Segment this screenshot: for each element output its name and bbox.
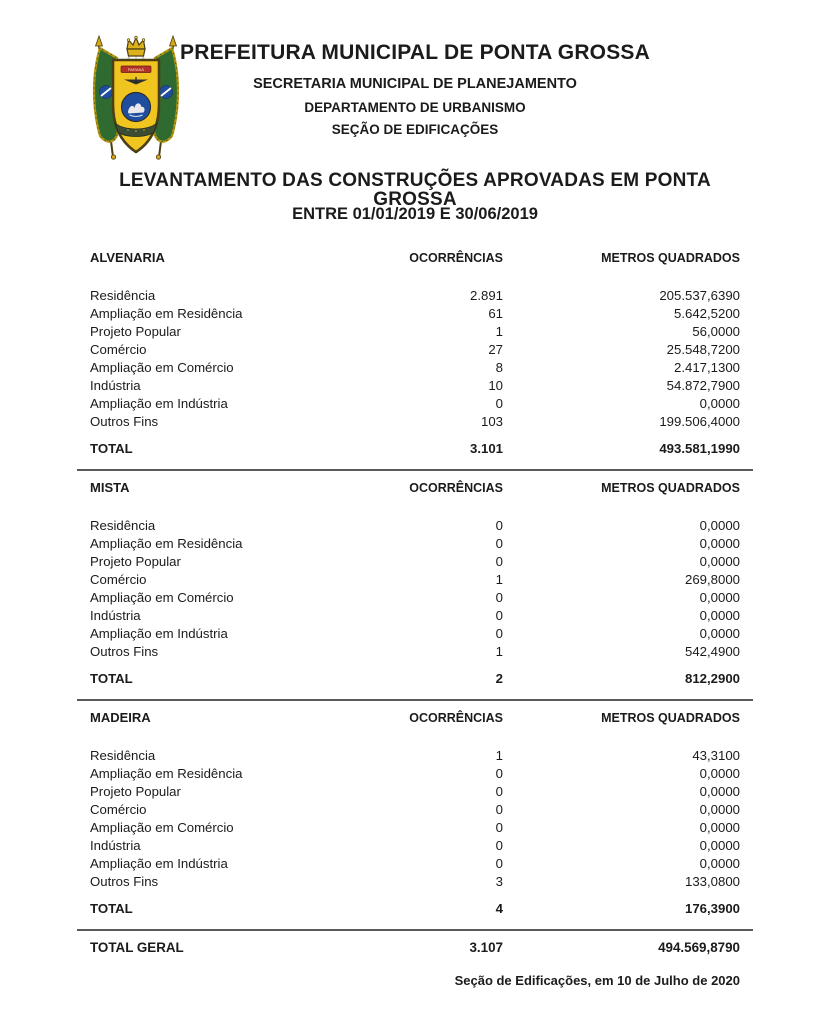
total-occurrences: 4 [495,901,503,916]
row-area: 542,4900 [684,644,740,659]
row-label: Indústria [90,378,141,393]
table-row [90,572,740,590]
row-label: Outros Fins [90,414,159,429]
row-occurrences: 3 [495,874,503,889]
material-section [90,250,740,471]
table-row [90,608,740,626]
material-section [90,480,740,701]
row-occurrences: 0 [495,396,503,411]
table-row [90,820,740,838]
row-area: 205.537,6390 [659,288,740,303]
row-occurrences: 0 [495,554,503,569]
section-rows [90,748,740,892]
row-area: 5.642,5200 [673,306,740,321]
row-occurrences: 1 [495,324,503,339]
col-occurrences: OCORRÊNCIAS [409,711,503,725]
row-label: Comércio [90,342,147,357]
section-total-row [90,901,740,919]
table-row [90,802,740,820]
row-label: Projeto Popular [90,554,181,569]
row-occurrences: 10 [488,378,503,393]
grand-total-label: TOTAL GERAL [90,940,184,955]
section-total-row [90,441,740,459]
section-name-header: SEÇÃO DE EDIFICAÇÕES [331,122,499,137]
row-area: 25.548,7200 [666,342,740,357]
row-label: Projeto Popular [90,324,181,339]
table-row [90,518,740,536]
section-title: MISTA [90,480,130,495]
row-area: 0,0000 [699,838,740,853]
table-row [90,378,740,396]
row-area: 0,0000 [699,784,740,799]
table-row [90,766,740,784]
row-area: 0,0000 [699,856,740,871]
row-label: Ampliação em Comércio [90,360,234,375]
row-occurrences: 0 [495,590,503,605]
row-area: 0,0000 [699,766,740,781]
table-row [90,874,740,892]
row-area: 0,0000 [699,518,740,533]
row-occurrences: 0 [495,856,503,871]
col-area: METROS QUADRADOS [601,711,740,725]
col-area: METROS QUADRADOS [601,251,740,265]
row-occurrences: 0 [495,820,503,835]
row-occurrences: 61 [488,306,503,321]
row-label: Comércio [90,802,147,817]
grand-total-occurrences: 3.107 [469,940,503,955]
col-occurrences: OCORRÊNCIAS [409,481,503,495]
row-area: 133,0800 [684,874,740,889]
table-row [90,414,740,432]
signature-line: Seção de Edificações, em 10 de Julho de 2020 [454,973,740,988]
row-occurrences: 0 [495,802,503,817]
table-row [90,838,740,856]
table-row [90,396,740,414]
section-rows [90,288,740,432]
letterhead [90,42,740,137]
material-section [90,710,740,931]
section-header-row [90,250,740,266]
table-row [90,306,740,324]
table-row [90,324,740,342]
section-rows [90,518,740,662]
table-row [90,748,740,766]
row-label: Projeto Popular [90,784,181,799]
row-area: 0,0000 [699,608,740,623]
table-row [90,360,740,378]
row-occurrences: 1 [495,644,503,659]
row-label: Ampliação em Comércio [90,820,234,835]
svg-text:PARANÁ: PARANÁ [127,67,145,73]
report-period: ENTRE 01/01/2019 E 30/06/2019 [292,205,538,223]
table-row [90,626,740,644]
row-label: Ampliação em Residência [90,536,243,551]
row-area: 0,0000 [699,536,740,551]
section-total-row [90,671,740,689]
row-label: Comércio [90,572,147,587]
row-area: 54.872,7900 [666,378,740,393]
total-label: TOTAL [90,901,133,916]
row-area: 0,0000 [699,554,740,569]
report-title: LEVANTAMENTO DAS CONSTRUÇÕES APROVADAS EM PONTA GROSSA [119,170,711,210]
row-area: 56,0000 [692,324,740,339]
row-label: Outros Fins [90,644,159,659]
total-label: TOTAL [90,441,133,456]
row-occurrences: 0 [495,838,503,853]
total-area: 493.581,1990 [659,441,740,456]
table-row [90,536,740,554]
table-row [90,342,740,360]
sections-container [90,250,740,988]
row-occurrences: 0 [495,784,503,799]
section-divider [77,699,753,701]
row-area: 43,3100 [692,748,740,763]
total-occurrences: 2 [495,671,503,686]
row-area: 0,0000 [699,396,740,411]
row-occurrences: 0 [495,766,503,781]
section-divider [77,469,753,471]
section-divider [77,929,753,931]
row-area: 2.417,1300 [673,360,740,375]
row-label: Ampliação em Indústria [90,856,228,871]
row-label: Indústria [90,838,141,853]
row-area: 0,0000 [699,626,740,641]
row-area: 0,0000 [699,820,740,835]
table-row [90,288,740,306]
department-name: DEPARTAMENTO DE URBANISMO [304,99,526,115]
row-occurrences: 2.891 [469,288,503,303]
row-label: Ampliação em Indústria [90,396,228,411]
col-occurrences: OCORRÊNCIAS [409,251,503,265]
row-area: 199.506,4000 [659,414,740,429]
table-row [90,554,740,572]
row-occurrences: 1 [495,748,503,763]
row-area: 0,0000 [699,590,740,605]
grand-total-row [90,940,740,958]
section-title: ALVENARIA [90,250,165,265]
table-row [90,590,740,608]
grand-total-area: 494.569,8790 [658,940,740,955]
section-header-row [90,710,740,726]
row-occurrences: 0 [495,608,503,623]
row-label: Indústria [90,608,141,623]
row-occurrences: 1 [495,572,503,587]
total-label: TOTAL [90,671,133,686]
section-title: MADEIRA [90,710,151,725]
row-label: Residência [90,748,156,763]
col-area: METROS QUADRADOS [601,481,740,495]
total-occurrences: 3.101 [469,441,503,456]
table-row [90,644,740,662]
row-label: Ampliação em Residência [90,766,243,781]
row-label: Outros Fins [90,874,159,889]
row-label: Ampliação em Residência [90,306,243,321]
row-occurrences: 0 [495,626,503,641]
row-label: Residência [90,518,156,533]
table-row [90,784,740,802]
row-area: 0,0000 [699,802,740,817]
row-occurrences: 27 [488,342,503,357]
table-row [90,856,740,874]
row-label: Ampliação em Comércio [90,590,234,605]
row-occurrences: 0 [495,536,503,551]
total-area: 812,2900 [684,671,740,686]
row-occurrences: 103 [480,414,503,429]
row-occurrences: 0 [495,518,503,533]
row-occurrences: 8 [495,360,503,375]
section-header-row [90,480,740,496]
row-area: 269,8000 [684,572,740,587]
secretariat-name: SECRETARIA MUNICIPAL DE PLANEJAMENTO [253,76,577,92]
row-label: Ampliação em Indústria [90,626,228,641]
total-area: 176,3900 [684,901,740,916]
organization-name: PREFEITURA MUNICIPAL DE PONTA GROSSA [180,41,650,64]
row-label: Residência [90,288,156,303]
